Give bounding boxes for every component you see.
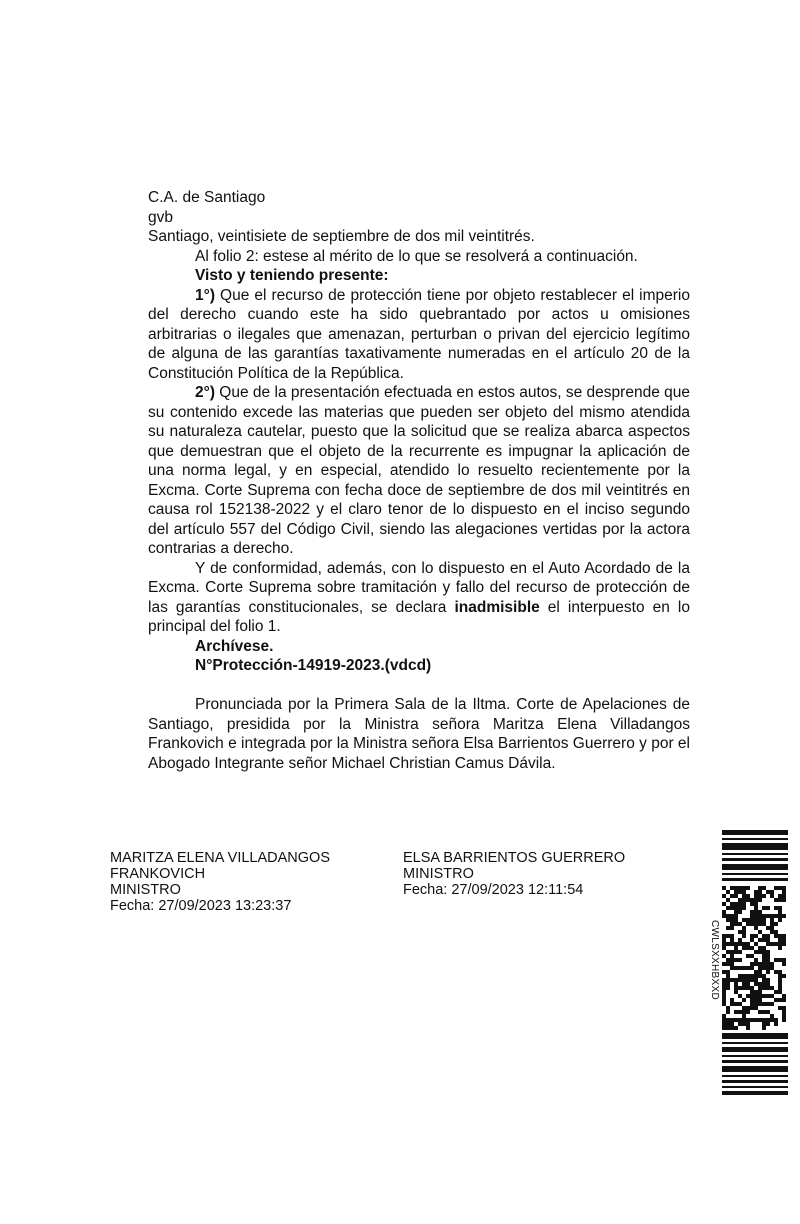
signature-block-2 [403, 850, 625, 898]
signer-role: MINISTRO [110, 882, 181, 898]
archive-order: Archívese. [195, 637, 274, 655]
considering-heading: Visto y teniendo presente: [195, 267, 389, 284]
signer-name-line-1: ELSA BARRIENTOS GUERRERO [403, 850, 626, 866]
signer-name-line-2: FRANKOVICH [110, 866, 206, 882]
verification-code: CWLSXXHBXXD [709, 920, 720, 1000]
resolution-paragraph [148, 559, 690, 637]
court-name: C.A. de Santiago [148, 189, 266, 206]
pronouncement-paragraph: Pronunciada por la Primera Sala de la Iltma. Corte de Apelaciones de Santiago, presidida por la Ministra señora Maritza Elena Villadangos Frankovich e integrada por la Ministra señora Elsa Barrientos Guerrero y por el Abogado Integrante señor Michael Christian Camus Dávila. [148, 696, 690, 772]
date-line: Santiago, veintisiete de septiembre de dos mil veintitrés. [148, 228, 535, 245]
point-2-text: Que de la presentación efectuada en estos autos, se desprende que su contenido excede las materias que pueden ser objeto del mismo atendida su naturaleza cautelar, puesto que la solicitud que se realiza abarca aspectos que demuestran que el objeto de la recurrente es impugnar la aplicación de una norma legal, y en especial, atendido lo resuelto recientemente por la Excma. Corte Suprema con fecha doce de septiembre de dos mil veintitrés en causa rol 152138-2022 y el claro tenor de lo dispuesto en el inciso segundo del artículo 557 del Código Civil, siendo las alegaciones vertidas por la actora contrarias a derecho. [148, 384, 690, 557]
point-2-paragraph [148, 383, 690, 559]
point-1-paragraph [148, 286, 690, 384]
point-1-text: Que el recurso de protección tiene por objeto restablecer el imperio del derecho cuando este ha sido quebrantado por actos u omisiones arbitrarias o ilegales que amenazan, perturban o privan del ejercicio legítimo de alguna de las garantías taxativamente numeradas en el artículo 20 de la Constitución Política de la República. [148, 286, 690, 382]
case-number: N°Protección-14919-2023.(vdcd) [195, 657, 432, 674]
signer-name-line-1: MARITZA ELENA VILLADANGOS [110, 850, 330, 866]
qr-mosaic [722, 886, 786, 1030]
barcode-qr-code [700, 828, 792, 1098]
spacer [148, 676, 690, 696]
intro-paragraph: Al folio 2: estese al mérito de lo que se resolverá a continuación. [195, 247, 638, 265]
signature-timestamp: Fecha: 27/09/2023 12:11:54 [403, 882, 584, 898]
resolution-text-after: el interpuesto en lo principal del folio 1. [148, 598, 690, 635]
signer-role: MINISTRO [403, 866, 474, 882]
point-2-label: 2°) [195, 384, 215, 401]
signature-timestamp: Fecha: 27/09/2023 13:23:37 [110, 898, 292, 914]
resolution-text-before: Y de conformidad, además, con lo dispuesto en el Auto Acordado de la Excma. Corte Suprema sobre tramitación y fallo del recurso de protección de las garantías constitucionales, se declara [148, 559, 690, 616]
signature-block-1 [110, 850, 330, 914]
resolution-body [148, 188, 690, 773]
clerk-initials: gvb [148, 208, 173, 226]
point-1-label: 1°) [195, 286, 215, 304]
resolution-verdict: inadmisible [454, 598, 540, 616]
